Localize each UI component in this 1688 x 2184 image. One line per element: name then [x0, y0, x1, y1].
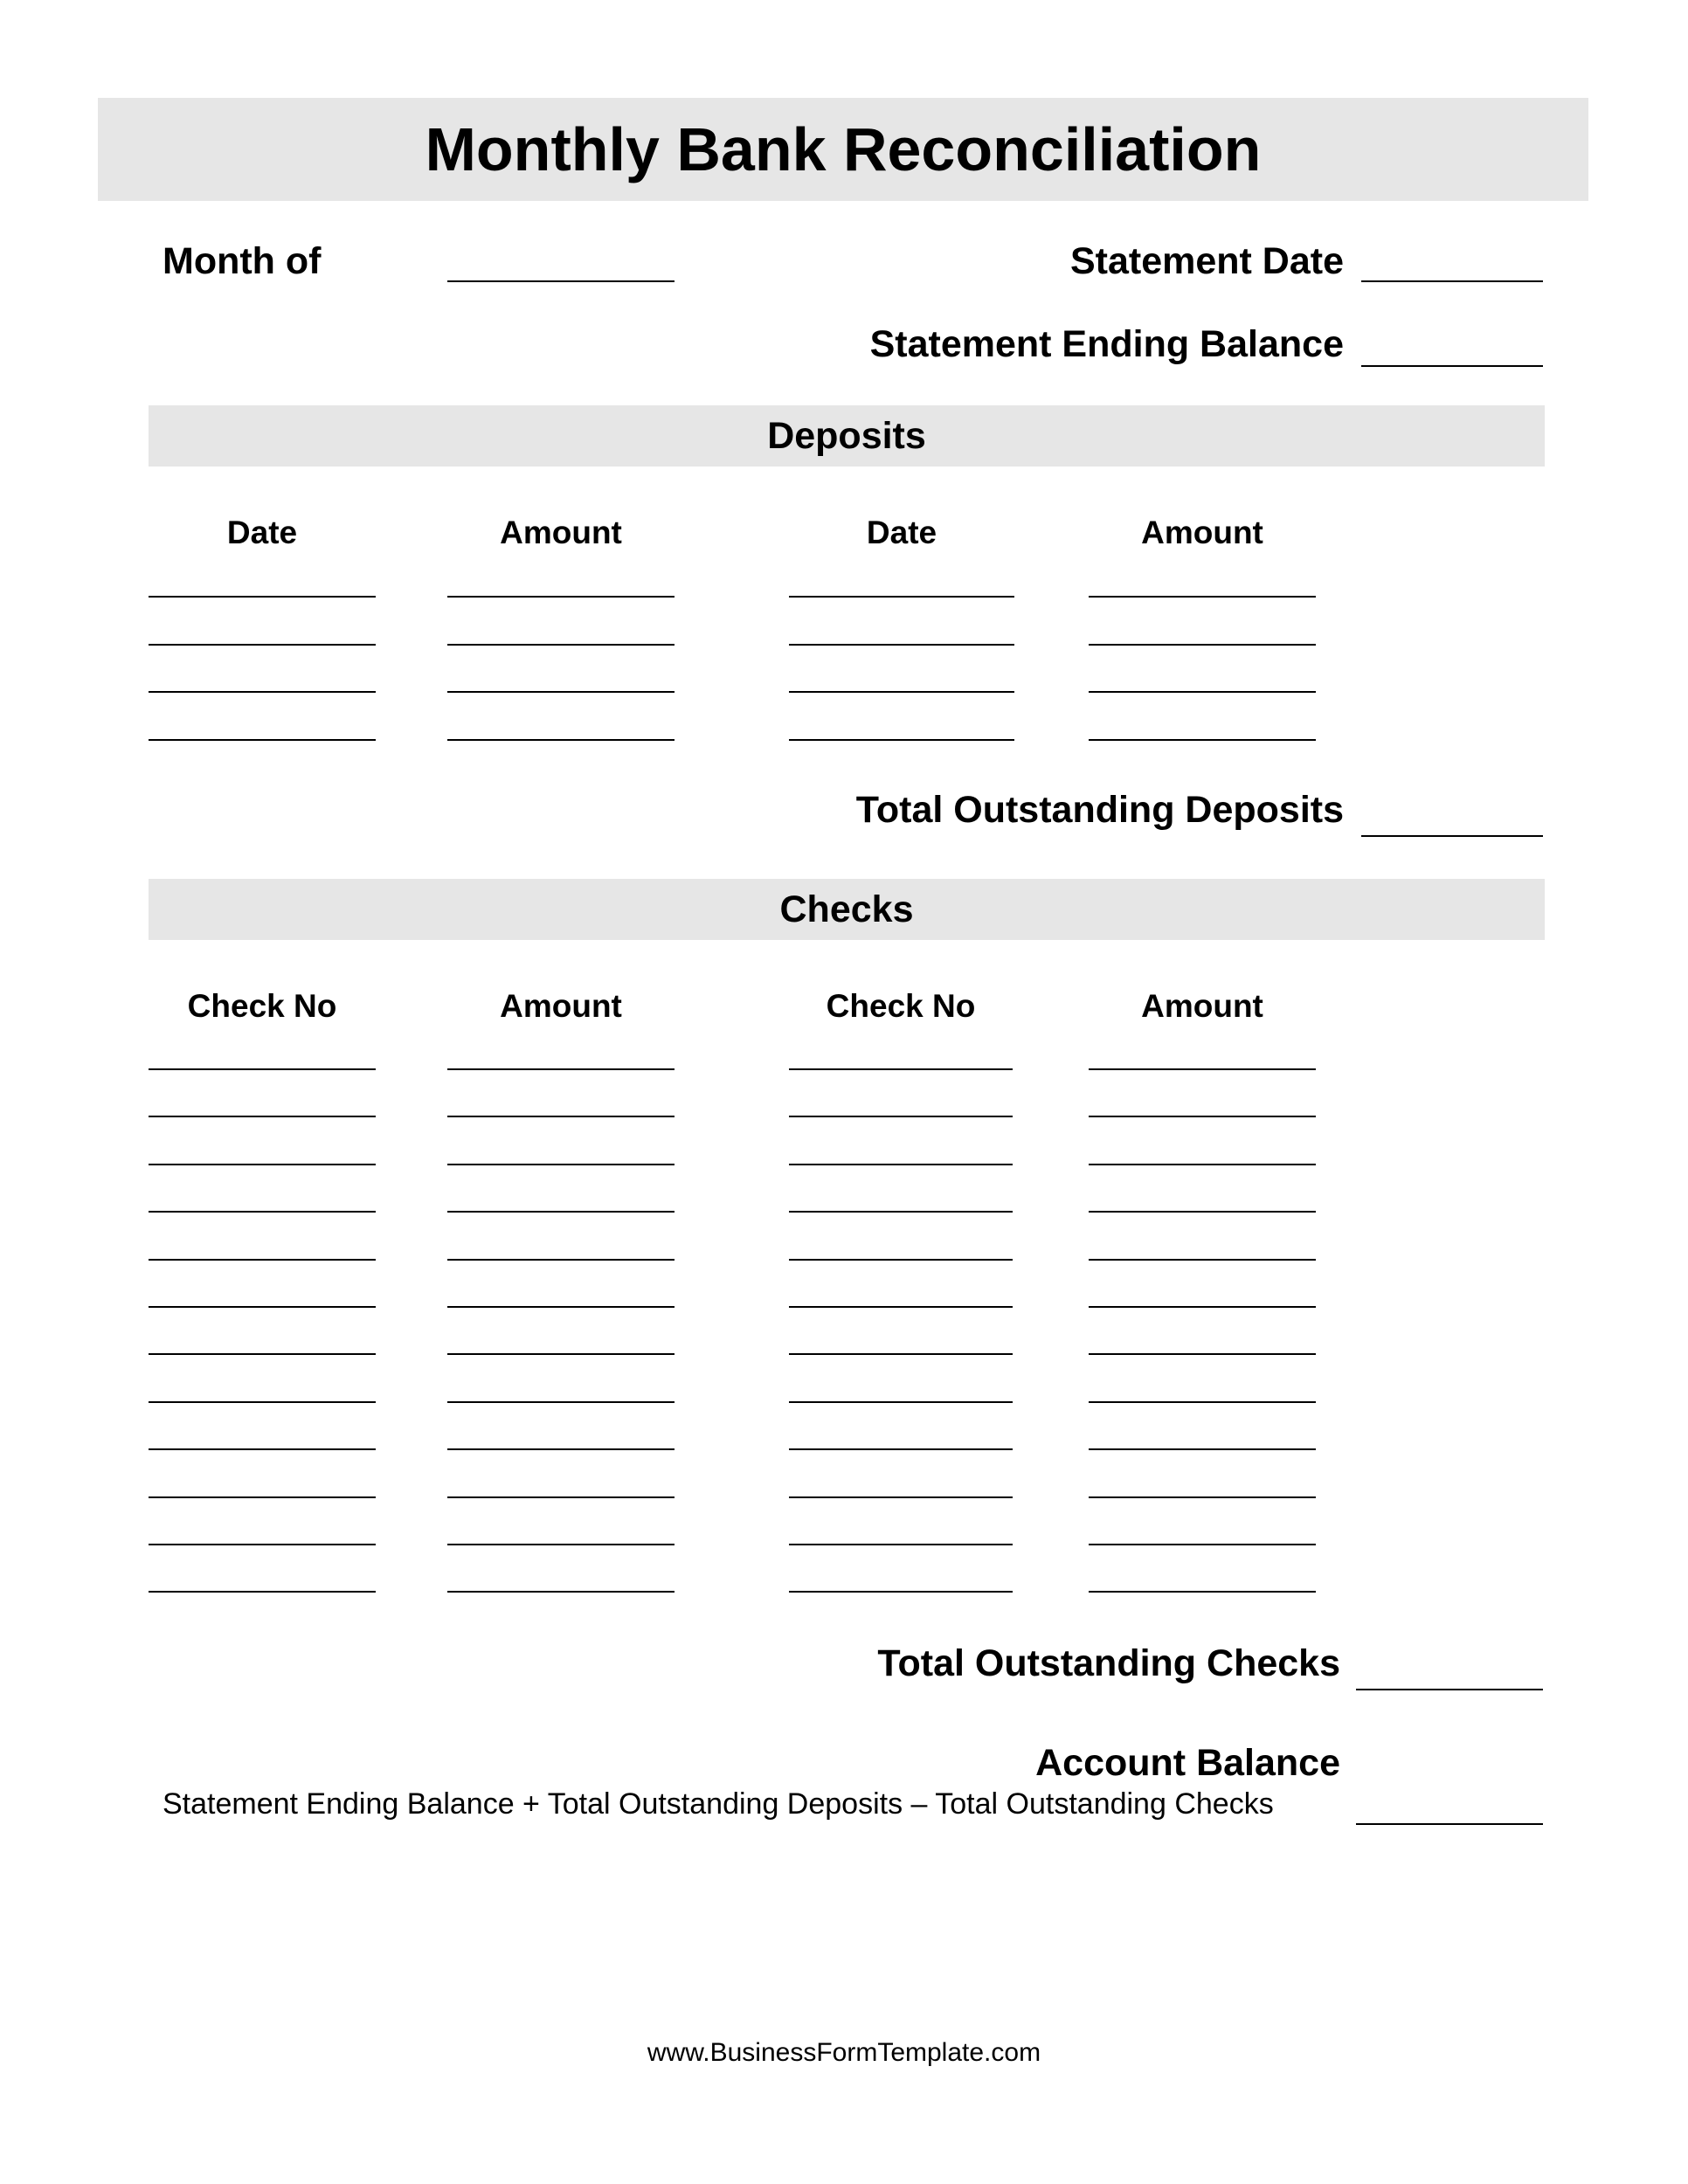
checks-column-header: Check No	[187, 988, 337, 1024]
check-entry-line[interactable]	[149, 1116, 376, 1117]
check-entry-line[interactable]	[149, 1306, 376, 1308]
deposit-entry-line[interactable]	[149, 596, 376, 598]
check-entry-line[interactable]	[789, 1496, 1013, 1498]
check-entry-line[interactable]	[789, 1116, 1013, 1117]
deposit-entry-line[interactable]	[447, 691, 675, 693]
deposits-column-header: Date	[226, 515, 298, 550]
check-entry-line[interactable]	[447, 1544, 675, 1545]
month-of-label: Month of	[163, 240, 322, 282]
check-entry-line[interactable]	[1089, 1401, 1316, 1403]
checks-column-header: Amount	[500, 988, 622, 1024]
check-entry-line[interactable]	[1089, 1591, 1316, 1593]
deposits-column-header: Amount	[500, 515, 622, 550]
deposit-entry-line[interactable]	[789, 739, 1014, 741]
deposits-column-header: Date	[866, 515, 937, 550]
check-entry-line[interactable]	[1089, 1211, 1316, 1213]
check-entry-line[interactable]	[789, 1306, 1013, 1308]
month-of-field[interactable]	[447, 280, 675, 282]
check-entry-line[interactable]	[447, 1259, 675, 1261]
check-entry-line[interactable]	[789, 1544, 1013, 1545]
checks-column-header: Amount	[1141, 988, 1263, 1024]
total-outstanding-deposits-field[interactable]	[1361, 835, 1543, 837]
total-outstanding-checks-field[interactable]	[1356, 1689, 1543, 1690]
deposit-entry-line[interactable]	[789, 691, 1014, 693]
check-entry-line[interactable]	[789, 1068, 1013, 1070]
check-entry-line[interactable]	[789, 1164, 1013, 1165]
deposit-entry-line[interactable]	[149, 739, 376, 741]
check-entry-line[interactable]	[149, 1591, 376, 1593]
deposit-entry-line[interactable]	[789, 596, 1014, 598]
account-balance-formula: Statement Ending Balance + Total Outstanding Deposits – Total Outstanding Checks	[163, 1787, 1274, 1821]
check-entry-line[interactable]	[1089, 1496, 1316, 1498]
deposit-entry-line[interactable]	[1089, 739, 1316, 741]
deposits-section-header: Deposits	[149, 405, 1545, 467]
statement-date-label: Statement Date	[1069, 240, 1344, 282]
check-entry-line[interactable]	[789, 1401, 1013, 1403]
deposit-entry-line[interactable]	[447, 644, 675, 646]
check-entry-line[interactable]	[447, 1591, 675, 1593]
deposit-entry-line[interactable]	[789, 644, 1014, 646]
check-entry-line[interactable]	[447, 1496, 675, 1498]
deposit-entry-line[interactable]	[1089, 691, 1316, 693]
check-entry-line[interactable]	[1089, 1448, 1316, 1450]
check-entry-line[interactable]	[149, 1353, 376, 1355]
check-entry-line[interactable]	[447, 1164, 675, 1165]
statement-ending-balance-label: Statement Ending Balance	[869, 323, 1344, 365]
check-entry-line[interactable]	[149, 1259, 376, 1261]
statement-ending-balance-field[interactable]	[1361, 365, 1543, 367]
check-entry-line[interactable]	[149, 1401, 376, 1403]
check-entry-line[interactable]	[447, 1306, 675, 1308]
statement-date-field[interactable]	[1361, 280, 1543, 282]
checks-column-header: Check No	[826, 988, 976, 1024]
deposits-column-header: Amount	[1141, 515, 1263, 550]
check-entry-line[interactable]	[1089, 1116, 1316, 1117]
account-balance-label: Account Balance	[1035, 1742, 1340, 1784]
check-entry-line[interactable]	[149, 1544, 376, 1545]
account-balance-field[interactable]	[1356, 1823, 1543, 1825]
check-entry-line[interactable]	[447, 1116, 675, 1117]
check-entry-line[interactable]	[149, 1068, 376, 1070]
check-entry-line[interactable]	[149, 1496, 376, 1498]
check-entry-line[interactable]	[1089, 1306, 1316, 1308]
check-entry-line[interactable]	[1089, 1544, 1316, 1545]
deposit-entry-line[interactable]	[149, 644, 376, 646]
check-entry-line[interactable]	[447, 1401, 675, 1403]
deposit-entry-line[interactable]	[1089, 596, 1316, 598]
page-title: Monthly Bank Reconciliation	[425, 115, 1262, 183]
title-bar	[98, 98, 1588, 201]
deposit-entry-line[interactable]	[1089, 644, 1316, 646]
checks-section-header: Checks	[149, 879, 1545, 940]
check-entry-line[interactable]	[1089, 1259, 1316, 1261]
check-entry-line[interactable]	[789, 1259, 1013, 1261]
check-entry-line[interactable]	[447, 1448, 675, 1450]
check-entry-line[interactable]	[1089, 1353, 1316, 1355]
check-entry-line[interactable]	[447, 1353, 675, 1355]
check-entry-line[interactable]	[447, 1068, 675, 1070]
check-entry-line[interactable]	[789, 1353, 1013, 1355]
check-entry-line[interactable]	[149, 1211, 376, 1213]
footer-url: www.BusinessFormTemplate.com	[647, 2038, 1041, 2067]
check-entry-line[interactable]	[789, 1448, 1013, 1450]
deposit-entry-line[interactable]	[149, 691, 376, 693]
deposit-entry-line[interactable]	[447, 596, 675, 598]
check-entry-line[interactable]	[1089, 1164, 1316, 1165]
check-entry-line[interactable]	[149, 1164, 376, 1165]
check-entry-line[interactable]	[149, 1448, 376, 1450]
total-outstanding-deposits-label: Total Outstanding Deposits	[855, 789, 1344, 831]
check-entry-line[interactable]	[789, 1211, 1013, 1213]
deposit-entry-line[interactable]	[447, 739, 675, 741]
check-entry-line[interactable]	[1089, 1068, 1316, 1070]
total-outstanding-checks-label: Total Outstanding Checks	[877, 1642, 1340, 1684]
check-entry-line[interactable]	[447, 1211, 675, 1213]
check-entry-line[interactable]	[789, 1591, 1013, 1593]
